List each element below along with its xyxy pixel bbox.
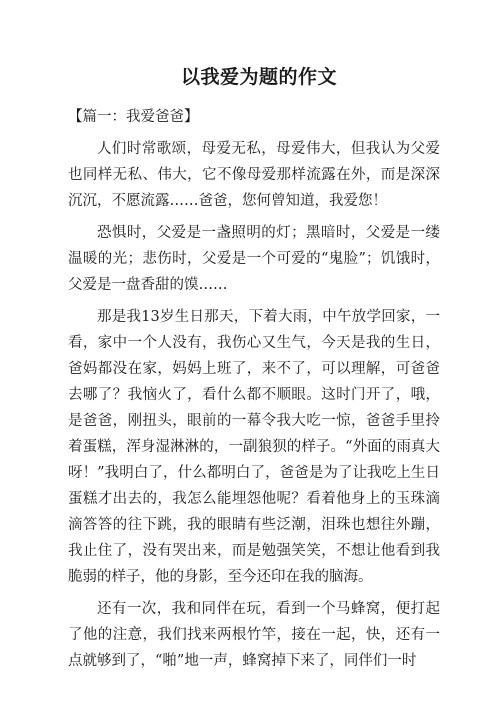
section-heading: 【篇一：我爱爸爸】: [68, 109, 199, 125]
document-title: 以我爱为题的作文: [180, 66, 337, 88]
paragraph-1: 人们时常歌颂，母爱无私，母爱伟大，但我认为父爱也同样无私、伟大，它不像母爱那样流露在外，而是深深沉沉，不愿流露……爸爸，您何曾知道，我爱您！: [68, 141, 440, 209]
paragraph-3: 那是我13岁生日那天，下着大雨，中午放学回家，一看，家中一个人没有，我伤心又生气，今天是我的生日，爸妈都没在家，妈妈上班了，来不了，可以理解，可爸爸去哪了？我恼火了，看什么都不顺眼。这时门开了，哦，是爸爸，刚扭头，眼前的一幕令我大吃一惊，爸爸手里拎着蛋糕，浑身湿淋淋的，一副狼狈的样子。“外面的雨真大呀！”我明白了，什么都明白了，爸爸是为了让我吃上生日蛋糕才出去的，我怎么能埋怨他呢？看着他身上的玉珠滴滴答答的往下跳，我的眼睛有些泛潮，泪珠也想往外蹦，我止住了，没有哭出来，而是勉强笑笑，不想让他看到我脆弱的样子，他的身影，至今还印在我的脑海。: [68, 309, 440, 585]
paragraph-2: 恐惧时，父爱是一盏照明的灯；黑暗时，父爱是一缕温暖的光；悲伤时，父爱是一个可爱的“鬼脸”；饥饿时，父爱是一盘香甜的馍……: [68, 225, 440, 293]
paragraph-4: 还有一次，我和同伴在玩，看到一个马蜂窝，便打起了他的注意，我们找来两根竹竿，接在一起，快，还有一点就够到了，“啪”地一声，蜂窝掉下来了，同伴们一时: [68, 601, 440, 669]
